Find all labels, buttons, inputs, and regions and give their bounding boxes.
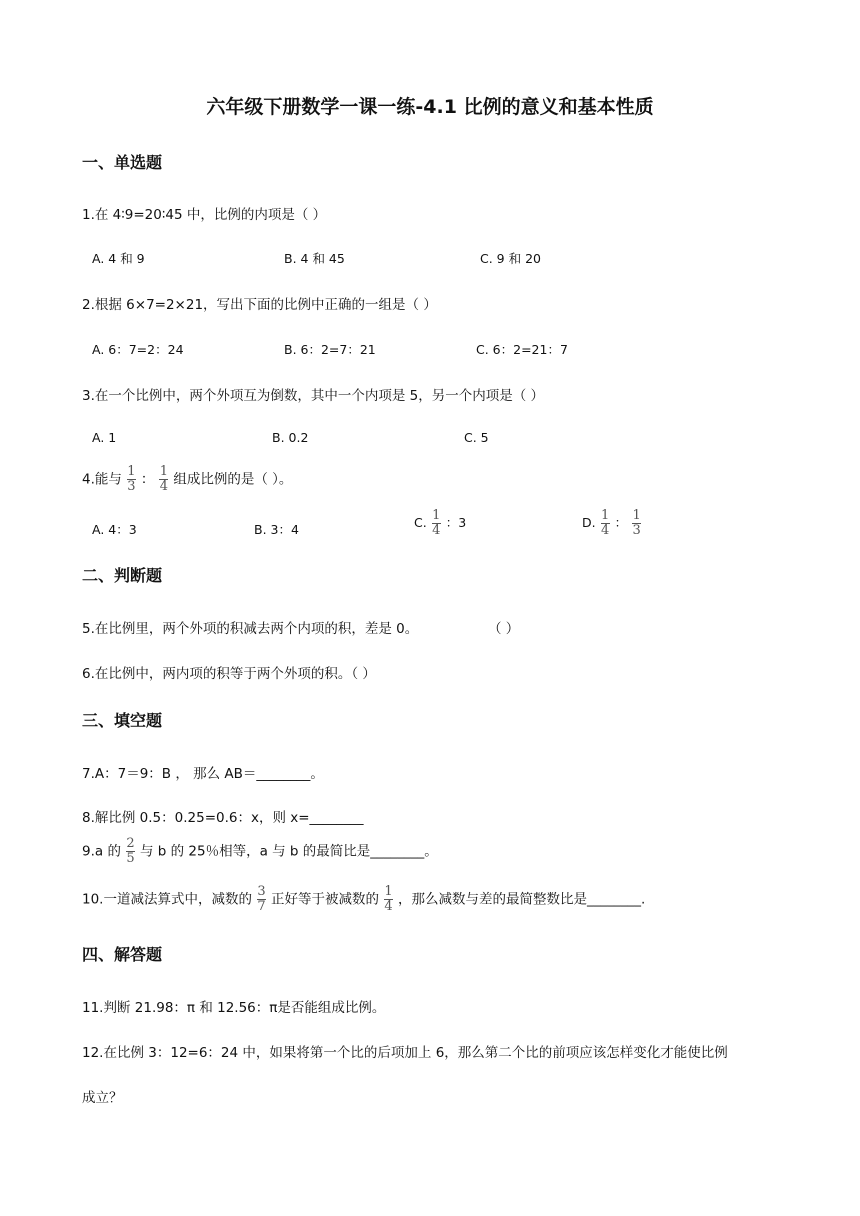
fraction-denominator: 4	[384, 899, 393, 914]
q4-option-a: A. 4：3	[92, 522, 137, 537]
fraction-denominator: 3	[127, 479, 136, 494]
question-12-line-2: 成立？	[82, 1090, 123, 1106]
q10-middle: 正好等于被减数的	[270, 891, 379, 908]
fraction	[159, 466, 168, 493]
q4-prefix: 4.能与	[82, 471, 122, 488]
question-7: 7.A：7＝9：B ， 那么 AB＝________。	[82, 766, 324, 782]
q9-suffix: 与 b 的 25％相等，a 与 b 的最简比是________。	[139, 843, 438, 860]
fraction-denominator: 4	[600, 523, 610, 538]
question-9	[82, 838, 438, 865]
fraction	[384, 886, 393, 913]
question-6: 6.在比例中，两内项的积等于两个外项的积。（ ）	[82, 666, 376, 682]
fraction	[257, 886, 266, 913]
q1-option-b: B. 4 和 45	[284, 251, 345, 266]
q4-separator: ：	[140, 471, 155, 488]
section-heading-answer: 四、解答题	[82, 945, 163, 964]
fraction	[632, 510, 641, 537]
q3-option-a: A. 1	[92, 430, 117, 445]
question-5: 5.在比例里，两个外项的积减去两个内项的积，差是 0。	[82, 621, 419, 637]
fraction-numerator: 2	[126, 836, 135, 851]
fraction-denominator: 4	[159, 479, 169, 494]
option-letter: D.	[582, 515, 596, 530]
q1-option-c: C. 9 和 20	[480, 251, 541, 266]
q9-prefix: 9.a 的	[82, 843, 121, 860]
question-1: 1.在 4∶9=20∶45 中，比例的内项是（ ）	[82, 207, 327, 223]
option-separator: ：	[614, 515, 628, 530]
q10-suffix: ，那么减数与差的最简整数比是________.	[397, 891, 646, 908]
fraction	[601, 510, 610, 537]
q4-option-c	[414, 510, 466, 537]
question-4	[82, 466, 292, 493]
fraction-numerator: 1	[432, 508, 441, 523]
fraction-denominator: 7	[257, 899, 266, 914]
q5-answer-paren: （ ）	[488, 621, 520, 637]
fraction	[432, 510, 441, 537]
fraction-numerator: 3	[257, 884, 266, 899]
section-heading-single-choice: 一、单选题	[82, 153, 163, 172]
page-title: 六年级下册数学一课一练-4.1 比例的意义和基本性质	[206, 96, 654, 118]
q2-option-a: A. 6：7=2：24	[92, 342, 184, 357]
q10-prefix: 10.一道减法算式中，减数的	[82, 891, 252, 908]
fraction	[126, 838, 135, 865]
fraction-denominator: 3	[632, 523, 641, 538]
q2-option-c: C. 6：2=21：7	[476, 342, 568, 357]
fraction-numerator: 1	[600, 508, 610, 523]
fraction-numerator: 1	[159, 464, 169, 479]
fraction-numerator: 1	[632, 508, 641, 523]
section-heading-true-false: 二、判断题	[82, 566, 163, 585]
question-12-line-1: 12.在比例 3：12=6：24 中，如果将第一个比的后项加上 6，那么第二个比的前项应该怎样变化才能使比例	[82, 1045, 728, 1061]
fraction	[127, 466, 136, 493]
question-10	[82, 886, 645, 913]
q1-option-a: A. 4 和 9	[92, 251, 145, 266]
q4-option-d	[582, 510, 646, 537]
fraction-numerator: 1	[384, 884, 393, 899]
fraction-denominator: 4	[432, 523, 441, 538]
question-8: 8.解比例 0.5：0.25=0.6：x，则 x=________	[82, 810, 364, 826]
question-3: 3.在一个比例中，两个外项互为倒数，其中一个内项是 5，另一个内项是（ ）	[82, 388, 545, 404]
question-2: 2.根据 6×7=2×21，写出下面的比例中正确的一组是（ ）	[82, 297, 437, 313]
q4-option-b: B. 3：4	[254, 522, 299, 537]
option-letter: C.	[414, 515, 427, 530]
q4-suffix: 组成比例的是（ ）。	[173, 471, 293, 488]
q2-option-b: B. 6：2=7：21	[284, 342, 376, 357]
fraction-denominator: 5	[126, 851, 135, 866]
q3-option-c: C. 5	[464, 430, 489, 445]
q3-option-b: B. 0.2	[272, 430, 309, 445]
section-heading-fill-in: 三、填空题	[82, 711, 163, 730]
question-11: 11.判断 21.98：π 和 12.56：π是否能组成比例。	[82, 1000, 386, 1016]
fraction-numerator: 1	[127, 464, 136, 479]
option-suffix: ：3	[445, 515, 467, 530]
